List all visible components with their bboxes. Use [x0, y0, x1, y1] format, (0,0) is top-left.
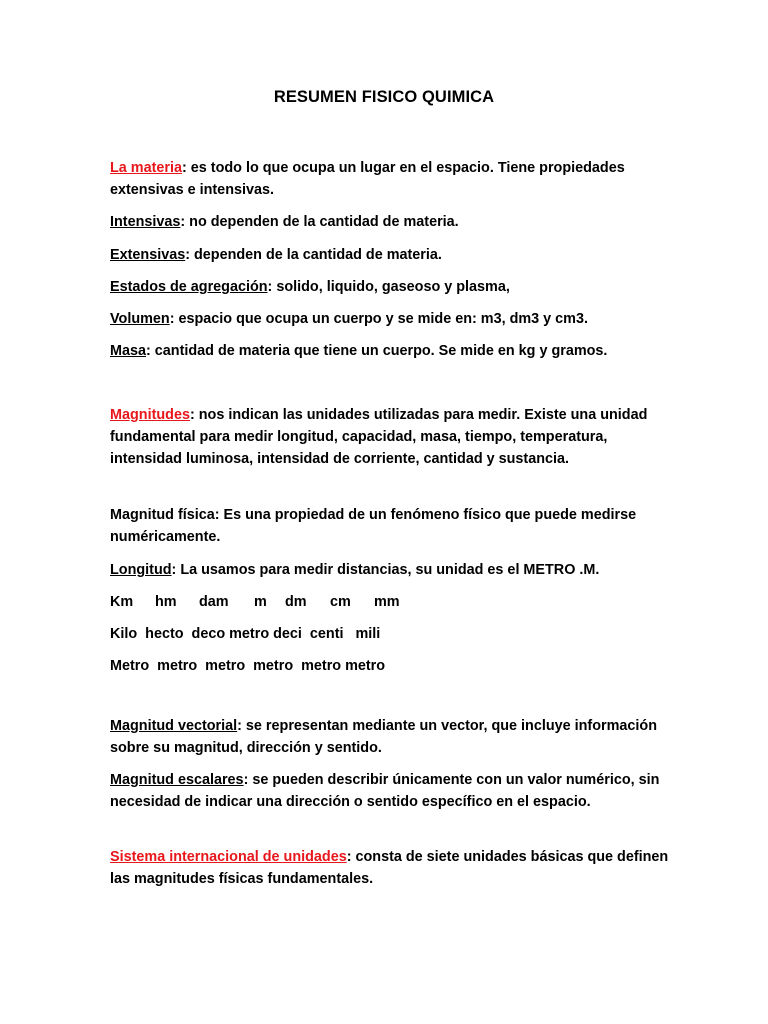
term-longitud: Longitud: [110, 562, 172, 578]
term-volumen: Volumen: [110, 311, 170, 327]
term-magnitud-vectorial: Magnitud vectorial: [110, 718, 238, 734]
paragraph-vectorial: [110, 715, 670, 759]
paragraph-extensivas: [110, 244, 670, 266]
paragraph-magnitud-fisica: [110, 504, 670, 548]
text-magnitud-vectorial: : se representan mediante un vector, que incluye información sobre su magnitud, dirección y sentido.: [110, 718, 657, 756]
unit-dm: dm: [285, 594, 307, 610]
term-sistema-internacional: Sistema internacional de unidades: [110, 849, 347, 865]
text-magnitud-escalares: : se pueden describir únicamente con un valor numérico, sin necesidad de indicar una dirección o sentido específico en el espacio.: [110, 772, 660, 810]
unit-m: m: [254, 594, 267, 610]
units-row-abbreviations: [110, 591, 670, 613]
text-longitud: : La usamos para medir distancias, su unidad es el METRO .M.: [171, 562, 600, 578]
term-la-materia: La materia: [110, 160, 182, 176]
term-extensivas: Extensivas: [110, 247, 186, 263]
paragraph-volumen: [110, 308, 670, 330]
document-title: RESUMEN FISICO QUIMICA: [273, 88, 495, 106]
unit-cm: cm: [330, 594, 351, 610]
units-row-metro: Metro metro metro metro metro metro: [110, 658, 386, 674]
unit-dam: dam: [199, 594, 229, 610]
paragraph-escalares: [110, 769, 670, 813]
text-sistema-internacional: : consta de siete unidades básicas que definen las magnitudes físicas fundamentales.: [110, 849, 669, 887]
paragraph-longitud: [110, 559, 670, 581]
units-row-prefixes: Kilo hecto deco metro deci centi mili: [110, 626, 381, 642]
term-masa: Masa: [110, 343, 146, 359]
text-magnitudes: : nos indican las unidades utilizadas para medir. Existe una unidad fundamental para medir longitud, capacidad, masa, tiempo, temperatura, intensidad luminosa, intensidad de corriente, cantidad y sustancia.: [110, 407, 648, 467]
unit-km: Km: [110, 594, 134, 610]
term-intensivas: Intensivas: [110, 214, 181, 230]
term-estados: Estados de agregación: [110, 279, 268, 295]
paragraph-materia: [110, 157, 670, 201]
unit-hm: hm: [155, 594, 177, 610]
paragraph-estados: [110, 276, 670, 298]
term-magnitud-escalares: Magnitud escalares: [110, 772, 244, 788]
paragraph-masa: [110, 340, 670, 362]
text-magnitud-fisica: Magnitud física: Es una propiedad de un fenómeno físico que puede medirse numéricamente.: [110, 507, 637, 545]
text-extensivas: : dependen de la cantidad de materia.: [185, 247, 442, 263]
paragraph-magnitudes: [110, 404, 670, 470]
text-intensivas: : no dependen de la cantidad de materia.: [180, 214, 459, 230]
text-estados: : solido, liquido, gaseoso y plasma,: [267, 279, 510, 295]
text-la-materia: : es todo lo que ocupa un lugar en el espacio. Tiene propiedades extensivas e intensivas.: [110, 160, 625, 198]
paragraph-sistema-internacional: [110, 846, 670, 890]
paragraph-intensivas: [110, 211, 670, 233]
text-volumen: : espacio que ocupa un cuerpo y se mide en: m3, dm3 y cm3.: [169, 311, 588, 327]
unit-mm: mm: [374, 594, 400, 610]
term-magnitudes: Magnitudes: [110, 407, 190, 423]
text-masa: : cantidad de materia que tiene un cuerpo. Se mide en kg y gramos.: [146, 343, 608, 359]
